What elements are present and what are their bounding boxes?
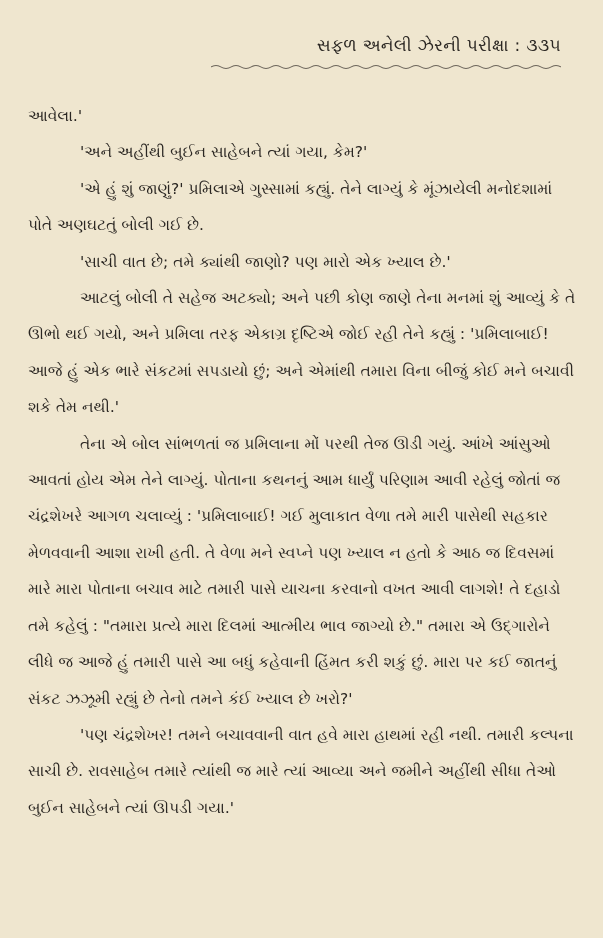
paragraph-7: 'પણ ચંદ્રશેખર! તમને બચાવવાની વાત હવે મારા હાથમાં રહી નથી. તમારી કલ્પના સાચી છે. રાવસાહેબ તમારે ત્યાંથી જ મારે ત્યાં આવ્યા અને જમીને અહીંથી સીધા તેઓ બુઈન સાહેબને ત્યાં ઊપડી ગયા.' (28, 725, 574, 817)
paragraph-6: તેના એ બોલ સાંભળતાં જ પ્રમિલાના મોં પરથી તેજ ઊડી ગયું. આંખે આંસુઓ આવતાં હોય એમ તેને લાગ્યું. પોતાના કથનનું આમ ધાર્યું પરિણામ આવી રહેલું જોતાં જ ચંદ્રશેખરે આગળ ચલાવ્યું : 'પ્રમિલાબાઈ! ગઈ મુલાકાત વેળા તમે મારી પાસેથી સહકાર મેળવવાની આશા રાખી હતી. તે વેળા મને સ્વપ્ને પણ ખ્યાલ ન હતો કે આઠ જ દિવસમાં મારે મારા પોતાના બચાવ માટે તમારી પાસે યાચના કરવાનો વખત આવી લાગશે! તે દહાડો તમે કહેલું : "તમારા પ્રત્યે મારા દિલમાં આત્મીય ભાવ જાગ્યો છે." તમારા એ ઉદ્ગારોને લીધે જ આજે હું તમારી પાસે આ બધું કહેવાની હિંમત કરી શકું છું. મારા પર કઈ જાતનું સંકટ ઝઝૂમી રહ્યું છે તેનો તમને કંઈ ખ્યાલ છે ખરો?' (28, 434, 561, 708)
paragraph-2: 'અને અહીંથી બુઈન સાહેબને ત્યાં ગયા, કેમ?' (80, 143, 368, 162)
body-text (28, 98, 580, 826)
header-wavy-rule (211, 64, 561, 70)
paragraph-5: આટલું બોલી તે સહેજ અટક્યો; અને પછી કોણ જાણે તેના મનમાં શું આવ્યું કે તે ઊભો થઈ ગયો, અને પ્રમિલા તરફ એકાગ્ર દૃષ્ટિએ જોઈ રહી તેને કહ્યું : 'પ્રમિલાબાઈ! આજે હું એક ભારે સંકટમાં સપડાયો છું; અને એમાંથી તમારા વિના બીજું કોઈ મને બચાવી શકે તેમ નથી.' (28, 289, 576, 417)
paragraph-1: આવેલા.' (28, 107, 83, 125)
paragraph-3: 'એ હું શું જાણું?' પ્રમિલાએ ગુસ્સામાં કહ્યું. તેને લાગ્યું કે મૂંઝાયેલી મનોદશામાં પોતે અણઘટતું બોલી ગઈ છે. (28, 179, 553, 235)
paragraph-4: 'સાચી વાત છે; તમે ક્યાંથી જાણો? પણ મારો એક ખ્યાલ છે.' (80, 252, 451, 271)
running-header: સફળ અનેલી ઝેરની પરીક્ષા : ૩૩૫ (316, 36, 561, 56)
